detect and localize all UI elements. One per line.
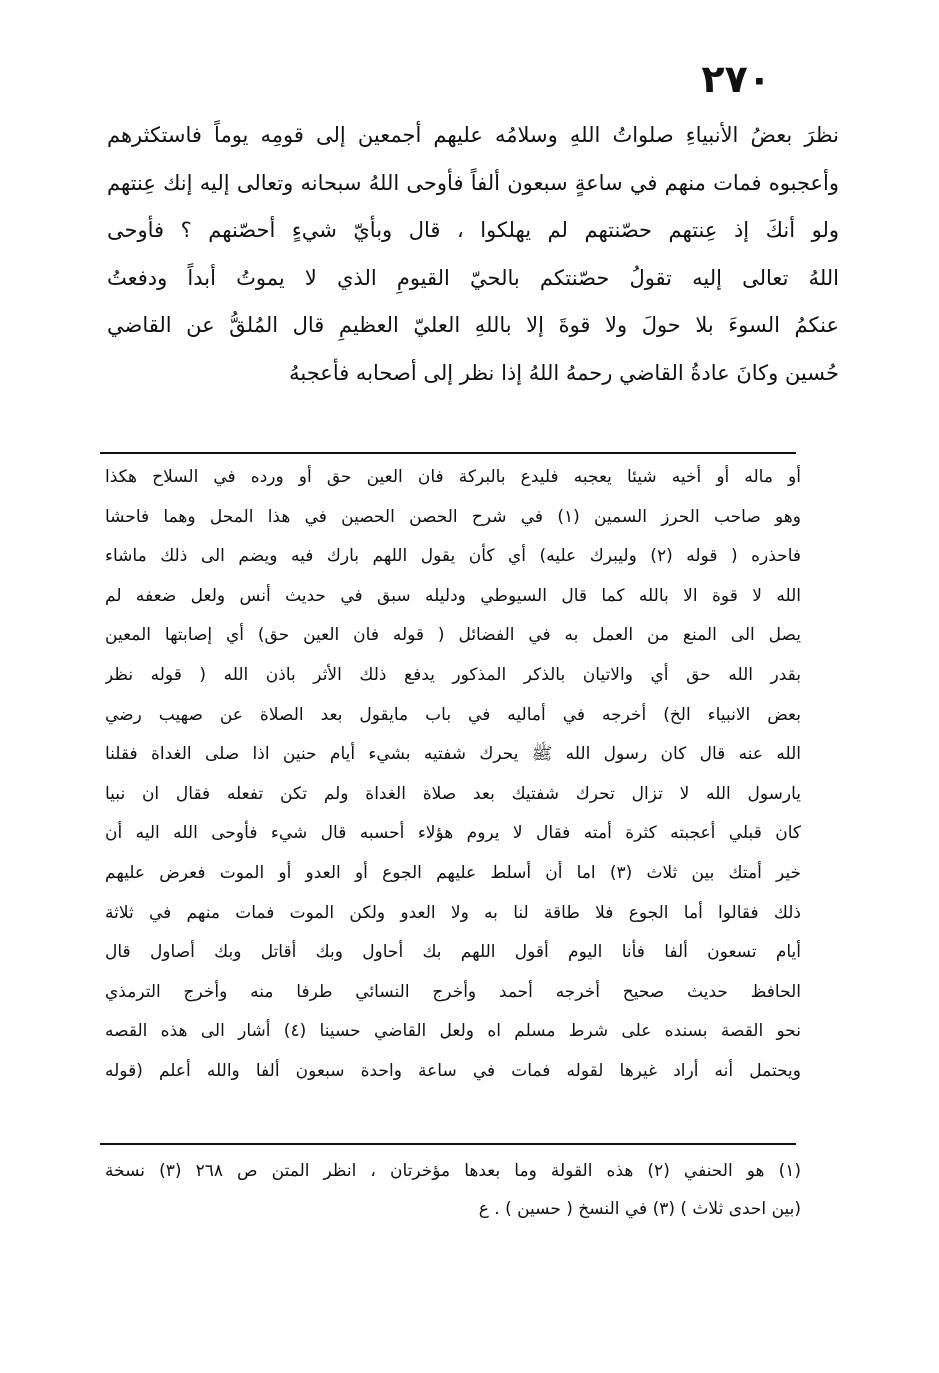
commentary-line: نحو القصة بسنده على شرط مسلم اه ولعل القاضي حسينا (٤) أشار الى هذه القصه	[105, 1021, 801, 1042]
commentary-line: بقدر الله حق أي والاتيان بالذكر المذكور يدفع ذلك الأثر باذن الله ( قوله نظر	[105, 664, 801, 685]
commentary-line: أو ماله أو أخيه شيئا يعجبه فليدع بالبركة فان العين حق أو ورده في السلاح هكذا	[105, 467, 801, 487]
footnote-line: (بين احدى ثلاث ) (٣) في النسخ ( حسين ) . ع	[478, 1199, 801, 1219]
commentary-line: بعض الانبياء الخ) أخرجه في أماليه في باب مايقول بعد الصلاة عن صهيب رضي	[105, 704, 801, 725]
footnotes-block	[105, 1152, 801, 1228]
page-number: ٢٧٠	[701, 57, 771, 101]
commentary-line: أيام تسعون ألفا فأنا اليوم أقول اللهم بك أحاول وبك أقاتل وبك أصاول قال	[105, 942, 801, 963]
commentary-line: خير أمتك بين ثلاث (٣) اما أن أسلط عليهم الجوع أو العدو أو الموت فعرض عليهم	[105, 862, 801, 883]
commentary-line: وهو صاحب الحرز السمين (١) في شرح الحصن الحصين في هذا المحل وهما فاحشا	[105, 506, 801, 527]
commentary-line: الله لا قوة الا بالله كما قال السيوطي ودليله سبق في حديث أنس ولعل ضعفه لم	[105, 585, 801, 606]
commentary-line: يارسول الله لا تزال تحرك شفتيك بعد صلاة الغداة ولم تكن تفعله فقال ان نبيا	[105, 783, 801, 804]
commentary-line: كان قبلي أعجبته كثرة أمته فقال لا يروم هؤلاء أحسبه قال شيء فأوحى الله اليه أن	[105, 823, 801, 844]
commentary-line: الحافظ حديث صحيح أخرجه أحمد وأخرج النسائي طرفا منه وأخرج الترمذي	[105, 981, 801, 1002]
commentary-separator	[100, 452, 796, 454]
commentary-line: يصل الى المنع من العمل به في الفضائل ( قوله فان العين حق) أي إصابتها المعين	[105, 625, 801, 646]
main-text-line: وأعجبوه فمات منهم في ساعةٍ سبعون ألفاً فأوحى اللهُ سبحانه وتعالى إليه إنك عِنتهم	[107, 170, 839, 195]
footnote-separator	[100, 1143, 796, 1145]
commentary-line: الله عنه قال كان رسول الله ﷺ يحرك شفتيه بشيء أيام حنين اذا صلى الغداة فقلنا	[105, 744, 801, 765]
main-text-line: حُسين وكانَ عادةُ القاضي رحمهُ اللهُ إذا نظر إلى أصحابه فأعجبهُ	[289, 360, 839, 385]
commentary-line: فاحذره ( قوله (٢) وليبرك عليه) أي كأن يقول اللهم بارك فيه ويضم الى ذلك ماشاء	[105, 546, 801, 567]
main-text-line: عنكمُ السوءَ بلا حولَ ولا قوةَ إلا باللهِ العليّ العظيمِ قال المُلقُّ عن القاضي	[107, 313, 839, 337]
main-text-line: اللهُ تعالى إليه تقولُ حصّنتكم بالحيّ القيومِ الذي لا يموتُ أبداً ودفعتُ	[107, 265, 839, 290]
main-text-line: نظرَ بعضُ الأنبياءِ صلواتُ اللهِ وسلامُه عليهم أجمعين إلى قومِه يوماً فاستكثرهم	[107, 123, 839, 147]
commentary-line: ويحتمل أنه أراد غيرها لقوله فمات في ساعة واحدة سبعون ألفا والله أعلم (قوله	[105, 1060, 801, 1081]
main-text-line: ولو أنكَ إذ عِنتهم حصّنتهم لم يهلكوا ، قال وبأيّ شيءٍ أحصّنهم ؟ فأوحى	[107, 218, 839, 242]
footnote-line: (١) هو الحنفي (٢) هذه القولة وما بعدها مؤخرتان ، انظر المتن ص ٢٦٨ (٣) نسخة	[105, 1161, 801, 1181]
commentary-block	[105, 458, 801, 1092]
commentary-line: ذلك فقالوا أما الجوع فلا طاقة لنا به ولا العدو ولكن الموت فمات منهم في ثلاثة	[105, 902, 801, 923]
main-text-block	[107, 112, 839, 397]
